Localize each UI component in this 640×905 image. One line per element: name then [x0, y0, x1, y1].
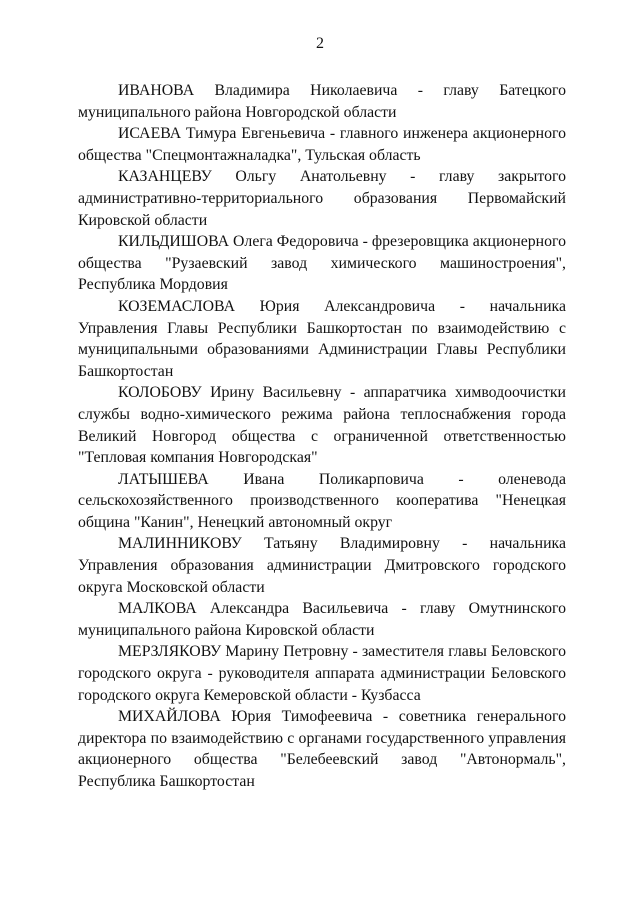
list-item: ИВАНОВА Владимира Николаевича - главу Батецкого муниципального района Новгородской области	[78, 82, 566, 121]
list-item: МИХАЙЛОВА Юрия Тимофеевича - советника генерального директора по взаимодействию с органами государственного управления акционерного общества "Белебеевский завод "Автонормаль", Республика Башкортостан	[78, 708, 566, 790]
list-item: МЕРЗЛЯКОВУ Марину Петровну - заместителя главы Беловского городского округа - руководителя аппарата администрации Беловского городского округа Кемеровской области - Кузбасса	[78, 643, 566, 704]
list-item: КОЗЕМАСЛОВА Юрия Александровича - начальника Управления Главы Республики Башкортостан по взаимодействию с муниципальными образованиями Администрации Главы Республики Башкортостан	[78, 297, 566, 380]
list-item: ЛАТЫШЕВА Ивана Поликарповича - оленевода сельскохозяйственного производственного кооператива "Ненецкая община "Канин", Ненецкий автономный округ	[78, 470, 566, 531]
page-number: 2	[316, 35, 324, 52]
list-item: МАЛКОВА Александра Васильевича - главу Омутнинского муниципального района Кировской области	[78, 600, 566, 639]
award-list	[78, 80, 566, 793]
list-item: КАЗАНЦЕВУ Ольгу Анатольевну - главу закрытого административно-территориального образования Первомайский Кировской области	[78, 168, 566, 229]
list-item: ИСАЕВА Тимура Евгеньевича - главного инженера акционерного общества "Спецмонтажналадка", Тульская область	[78, 125, 566, 164]
list-item: МАЛИННИКОВУ Татьяну Владимировну - начальника Управления образования администрации Дмитровского городского округа Московской области	[78, 535, 566, 596]
list-item: КИЛЬДИШОВА Олега Федоровича - фрезеровщика акционерного общества "Рузаевский завод химического машиностроения", Республика Мордовия	[78, 233, 566, 294]
list-item: КОЛОБОВУ Ирину Васильевну - аппаратчика химводоочистки службы водно-химического режима района теплоснабжения города Великий Новгород общества с ограниченной ответственностью "Тепловая компания Новгородская"	[78, 384, 566, 467]
